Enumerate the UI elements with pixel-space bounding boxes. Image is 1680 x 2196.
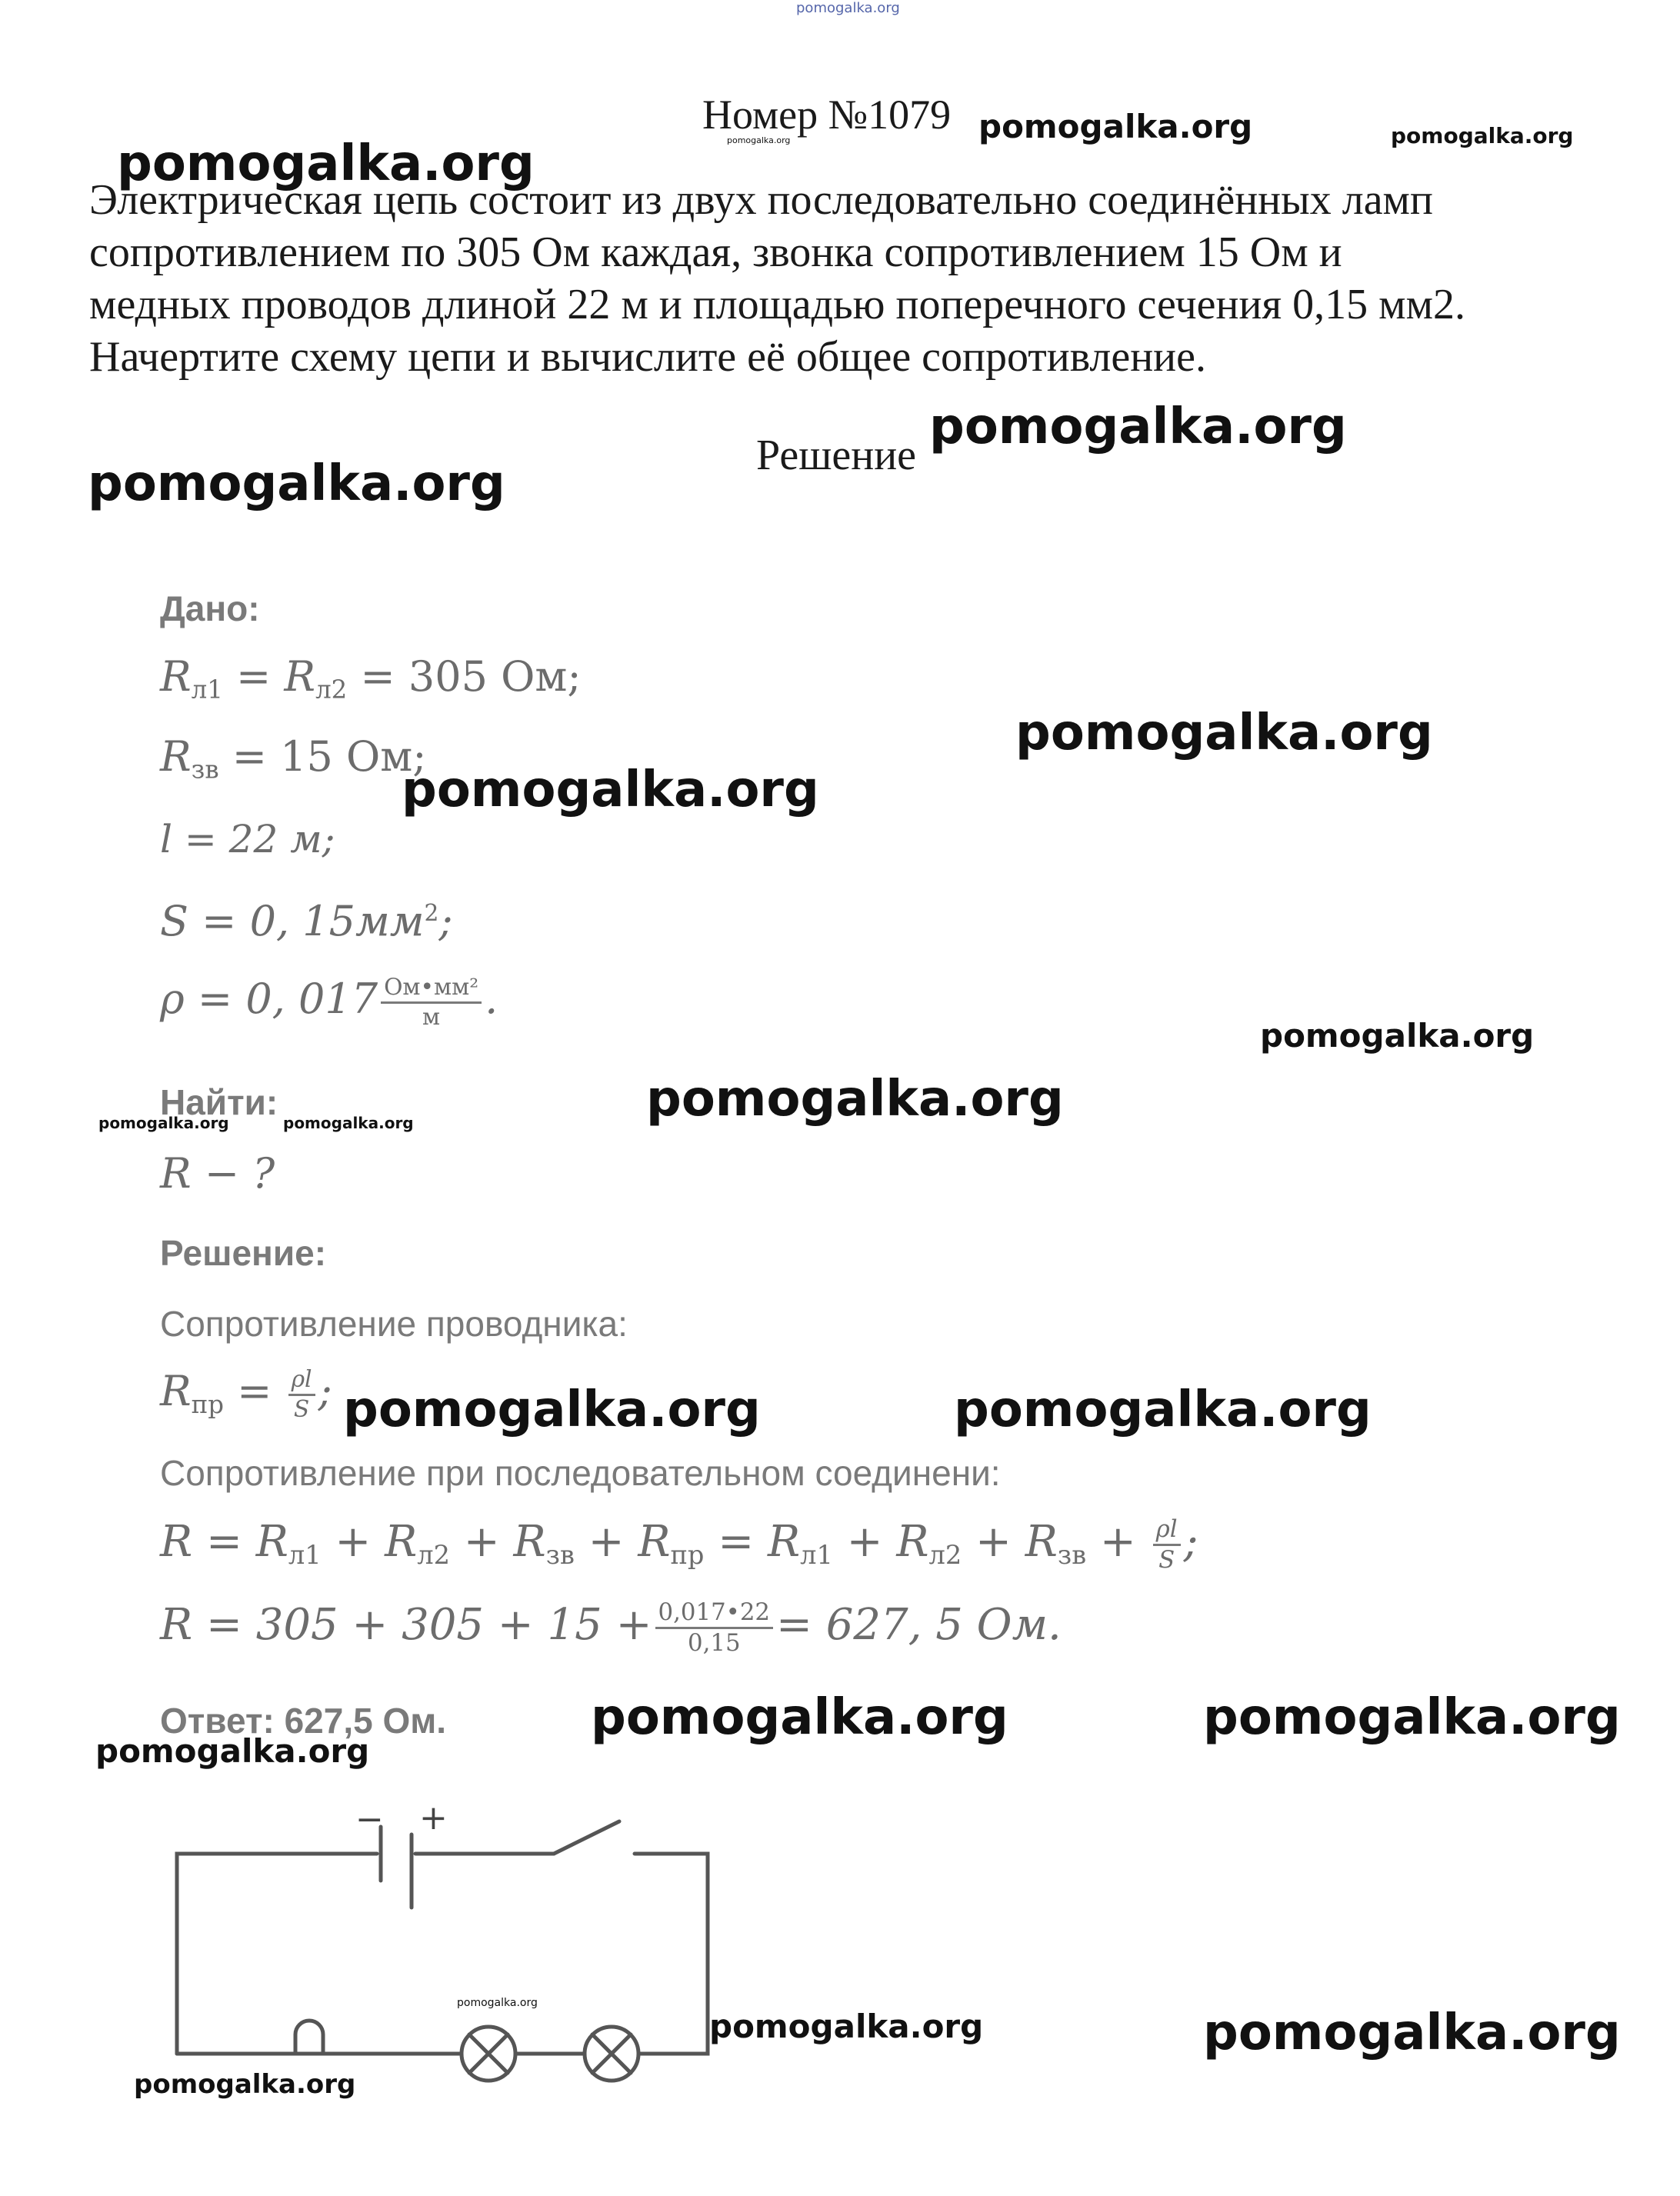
given-length: l = 22 м; — [160, 817, 335, 861]
battery-plus-label: + — [419, 1800, 448, 1838]
watermark: pomogalka.org — [954, 1381, 1372, 1438]
rho-fraction — [381, 974, 482, 1031]
given-bell: $R_{зв} = 15$ Ом; — [160, 732, 427, 785]
conductor-fraction: $\frac{\rho l}{S}$ — [288, 1366, 315, 1423]
watermark: pomogalka.org — [95, 1732, 370, 1770]
given-area-tail: ; — [438, 897, 453, 945]
watermark: pomogalka.org — [457, 1997, 538, 2009]
given-area — [160, 897, 453, 945]
watermark: pomogalka.org — [117, 135, 535, 192]
bell — [295, 2021, 323, 2054]
watermark: pomogalka.org — [709, 2008, 984, 2045]
page-title: Номер №1079 — [702, 92, 952, 138]
watermark: pomogalka.org — [646, 1071, 1064, 1128]
switch-blade — [554, 1821, 619, 1854]
battery-minus-label: − — [355, 1800, 384, 1839]
given-rho-prefix: ρ = 0, 017 — [160, 975, 378, 1024]
problem-line: сопротивлением по 305 Ом каждая, звонка сопротивлением 15 Ом и — [89, 228, 1342, 276]
watermark: pomogalka.org — [1391, 123, 1574, 148]
rho-fraction-den: м — [422, 1003, 441, 1031]
watermark: pomogalka.org — [1203, 1689, 1621, 1746]
given-lamps-value: 305 Ом; — [408, 652, 582, 701]
problem-line: Начертите схему цепи и вычислите её общее сопротивление. — [89, 333, 1207, 381]
watermark: pomogalka.org — [283, 1114, 414, 1132]
given-area-text: S = 0, 15мм — [160, 897, 425, 945]
rho-fraction-num: Ом•мм² — [381, 974, 482, 1004]
calc-result: = 627, 5 Ом. — [776, 1599, 1062, 1650]
solution-heading: Решение — [756, 432, 917, 479]
solution-subheading: Решение: — [160, 1233, 327, 1273]
watermark: pomogalka.org — [98, 1114, 229, 1132]
given-rho: ρ = 0, 017 $\frac{\text{Ом•мм²}}{м}$ . — [160, 974, 498, 1031]
find-target: R − ? — [160, 1149, 275, 1198]
calc-num: 0,017•22 — [655, 1598, 774, 1629]
answer: Ответ: 627,5 Ом. — [160, 1701, 447, 1741]
watermark: pomogalka.org — [402, 761, 819, 818]
watermark: pomogalka.org — [1260, 1017, 1535, 1055]
calc-den: 0,15 — [687, 1628, 741, 1657]
problem-line: медных проводов длиной 22 м и площадью поперечного сечения 0,15 мм2. — [89, 281, 1466, 328]
given-bell-value: 15 Ом; — [280, 732, 427, 781]
series-fraction: $\frac{\rho l}{S}$ — [1153, 1515, 1181, 1575]
find-heading: Найти: — [160, 1082, 278, 1122]
given-heading: Дано: — [160, 588, 260, 628]
given-area-sup: 2 — [424, 900, 439, 927]
series-formula: $R = R_{л1} + R_{л2} + R_{зв} + R_{пр} = R_{л1} + R_{л2} + R_{зв}$ + $\frac{\rho l}{S}$ ; — [160, 1515, 1198, 1574]
calc-formula — [160, 1598, 1062, 1658]
watermark: pomogalka.org — [929, 398, 1347, 455]
problem-line: Электрическая цепь состоит из двух последовательно соединённых ламп — [89, 176, 1433, 224]
given-lamps: $R_{л1} = R_{л2} = 305$ Ом; — [160, 652, 582, 705]
top-watermark: pomogalka.org — [796, 0, 900, 16]
calc-prefix: R = 305 + 305 + 15 + — [160, 1599, 652, 1650]
watermark: pomogalka.org — [1015, 705, 1433, 761]
circuit-wire-right — [635, 1854, 708, 2054]
watermark: pomogalka.org — [134, 2069, 356, 2100]
conductor-label: Сопротивление проводника: — [160, 1304, 628, 1344]
watermark: pomogalka.org — [727, 135, 791, 145]
conductor-formula: $R_{пр}$ = $\frac{\rho l}{S}$ ; — [160, 1366, 332, 1423]
watermark: pomogalka.org — [343, 1381, 761, 1438]
circuit-wire-left — [177, 1854, 377, 2054]
watermark: pomogalka.org — [978, 108, 1253, 145]
watermark: pomogalka.org — [88, 455, 505, 512]
watermark: pomogalka.org — [1203, 2004, 1621, 2061]
watermark: pomogalka.org — [591, 1689, 1008, 1746]
calc-fraction — [655, 1598, 774, 1658]
series-label: Сопротивление при последовательном соединени: — [160, 1453, 1001, 1493]
